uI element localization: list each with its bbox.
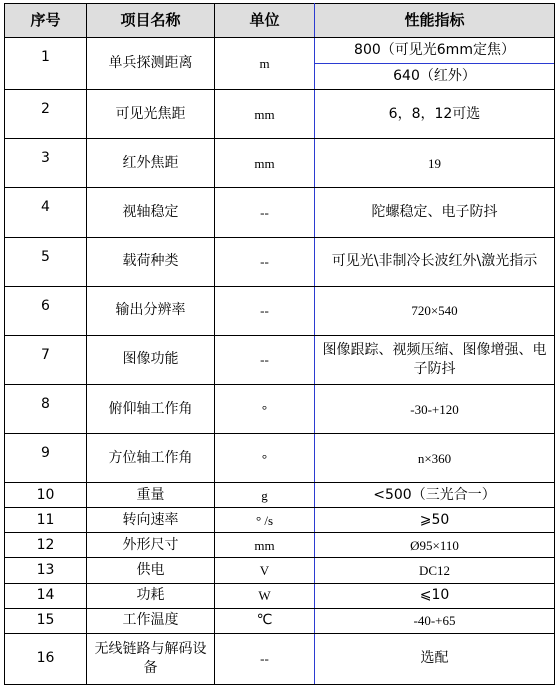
row-spec: 19 [315, 139, 555, 188]
row-idx: 13 [5, 558, 87, 583]
table-row [5, 633, 555, 684]
row-spec: 图像跟踪、视频压缩、图像增强、电子防抖 [315, 335, 555, 384]
row-name: 载荷种类 [87, 237, 215, 286]
row-name: 转向速率 [87, 508, 215, 533]
row-spec: 720×540 [315, 286, 555, 335]
row-name: 工作温度 [87, 608, 215, 633]
header-idx: 序号 [5, 4, 87, 38]
row-name: 功耗 [87, 583, 215, 608]
row-name: 供电 [87, 558, 215, 583]
table-row [5, 188, 555, 237]
row-spec-visible: 800（可见光6mm定焦） [315, 38, 554, 64]
table-row [5, 139, 555, 188]
row-name: 图像功能 [87, 335, 215, 384]
row-name: 无线链路与解码设备 [87, 633, 215, 684]
table-row [5, 533, 555, 558]
row-idx: 6 [5, 286, 87, 335]
header-spec: 性能指标 [315, 4, 555, 38]
table-row [5, 608, 555, 633]
table-row [5, 385, 555, 434]
row-spec: ⩽10 [315, 583, 555, 608]
table-row [5, 483, 555, 508]
row-unit: -- [215, 633, 315, 684]
row-idx: 14 [5, 583, 87, 608]
row-unit: ° [215, 385, 315, 434]
row-name: 重量 [87, 483, 215, 508]
table-row [5, 434, 555, 483]
row-idx: 11 [5, 508, 87, 533]
header-row [5, 4, 555, 38]
row-idx: 16 [5, 633, 87, 684]
row-spec: n×360 [315, 434, 555, 483]
row-unit: mm [215, 139, 315, 188]
table-row [5, 335, 555, 384]
row-idx: 7 [5, 335, 87, 384]
row-spec: ⩾50 [315, 508, 555, 533]
row-name: 外形尺寸 [87, 533, 215, 558]
row-name: 视轴稳定 [87, 188, 215, 237]
row-idx: 5 [5, 237, 87, 286]
row-idx: 8 [5, 385, 87, 434]
row-idx: 12 [5, 533, 87, 558]
row-spec: 可见光\非制冷长波红外\激光指示 [315, 237, 555, 286]
row-unit: W [215, 583, 315, 608]
row-idx: 3 [5, 139, 87, 188]
row-unit: ° /s [215, 508, 315, 533]
row-unit: -- [215, 188, 315, 237]
row-unit: mm [215, 90, 315, 139]
row-unit: m [215, 38, 315, 90]
table-row [5, 583, 555, 608]
row-name: 方位轴工作角 [87, 434, 215, 483]
row-unit: -- [215, 237, 315, 286]
row-name: 俯仰轴工作角 [87, 385, 215, 434]
row-idx: 10 [5, 483, 87, 508]
row-spec: -30-+120 [315, 385, 555, 434]
row-spec: 陀螺稳定、电子防抖 [315, 188, 555, 237]
row-spec [315, 38, 555, 90]
row-idx: 1 [5, 38, 87, 90]
spec-table [4, 3, 555, 685]
row-spec: DC12 [315, 558, 555, 583]
row-spec-infrared: 640（红外） [393, 68, 476, 85]
row-name: 单兵探测距离 [87, 38, 215, 90]
row-idx: 15 [5, 608, 87, 633]
row-unit: -- [215, 286, 315, 335]
header-unit: 单位 [215, 4, 315, 38]
row-name: 可见光焦距 [87, 90, 215, 139]
row-spec: 选配 [315, 633, 555, 684]
table-row [5, 558, 555, 583]
row-idx: 4 [5, 188, 87, 237]
table-row [5, 38, 555, 90]
row-idx: 9 [5, 434, 87, 483]
row-unit: V [215, 558, 315, 583]
row-unit: -- [215, 335, 315, 384]
row-name: 输出分辨率 [87, 286, 215, 335]
row-spec: <500（三光合一） [315, 483, 555, 508]
row-spec: Ø95×110 [315, 533, 555, 558]
row-unit: ℃ [215, 608, 315, 633]
table-row [5, 90, 555, 139]
row-unit: ° [215, 434, 315, 483]
row-unit: mm [215, 533, 315, 558]
table-row [5, 286, 555, 335]
header-name: 项目名称 [87, 4, 215, 38]
row-spec: 6，8，12可选 [315, 90, 555, 139]
table-row [5, 237, 555, 286]
row-idx: 2 [5, 90, 87, 139]
row-unit: g [215, 483, 315, 508]
row-name: 红外焦距 [87, 139, 215, 188]
row-spec: -40-+65 [315, 608, 555, 633]
table-row [5, 508, 555, 533]
